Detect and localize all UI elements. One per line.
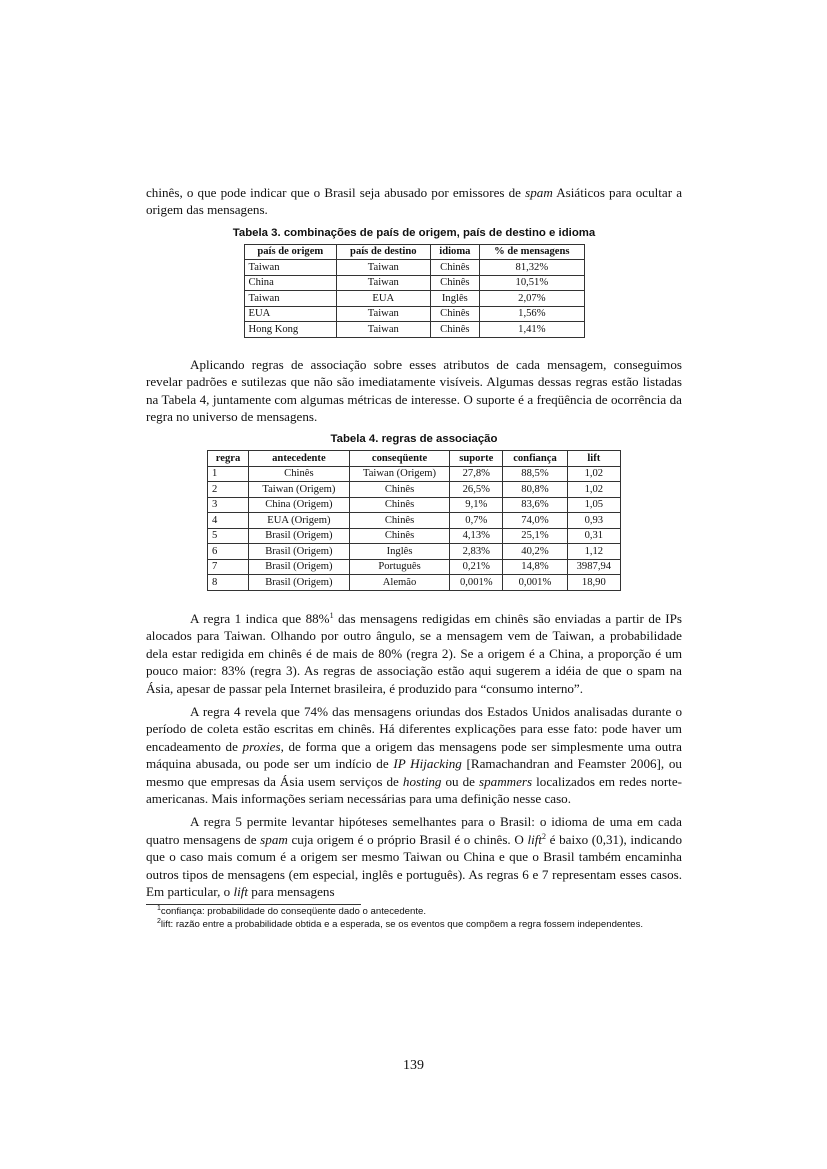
table-cell: 25,1% (503, 528, 567, 544)
table-row (208, 575, 621, 591)
table-cell: 3 (208, 497, 249, 513)
table-row (244, 306, 584, 322)
table-cell: 0,93 (567, 513, 620, 529)
term-hosting: hosting (402, 773, 442, 789)
paragraph-association-rules: Aplicando regras de associação sobre esses atributos de cada mensagem, conseguimos revelar padrões e sutilezas que não são imediatamente visíveis. Algumas dessas regras estão listadas na Tabela 4, juntamente com algumas métricas de interesse. O suporte é a freqüência de ocorrência da regra no universo de mensagens. (146, 356, 682, 425)
table-row (244, 322, 584, 338)
table-cell: 0,21% (450, 559, 503, 575)
table-cell: Taiwan (337, 260, 430, 276)
table-cell: 4 (208, 513, 249, 529)
para3-text-a: A regra 4 revela que 74% das mensagens oriundas dos Estados Unidos analisadas durante o período de coleta estão escritas em chinês. Há diferentes explicações para esse fato: pode haver um encadeamento de (146, 703, 682, 754)
table3-header-cell: idioma (430, 244, 480, 260)
table-cell: 3987,94 (567, 559, 620, 575)
table-cell: 2,07% (480, 291, 584, 307)
table3-header-cell: % de mensagens (480, 244, 584, 260)
table-row (208, 466, 621, 482)
table-cell: Hong Kong (244, 322, 337, 338)
footnote-2-number: 2 (157, 918, 161, 926)
table-cell: Taiwan (244, 260, 337, 276)
table-cell: 2 (208, 482, 249, 498)
table-cell: 40,2% (503, 544, 567, 560)
table3-caption: Tabela 3. combinações de país de origem, país de destino e idioma (232, 226, 596, 239)
table-cell: Brasil (Origem) (249, 544, 350, 560)
table-row (244, 260, 584, 276)
footnote-2-text: lift: razão entre a probabilidade obtida e a esperada, se os eventos que compõem a regra fossem independentes. (160, 919, 644, 931)
footnote-2 (146, 918, 682, 931)
table-cell: 1,05 (567, 497, 620, 513)
table-cell: EUA (244, 306, 337, 322)
table3 (244, 244, 585, 338)
table-row (208, 528, 621, 544)
table4-header-cell: suporte (450, 451, 503, 467)
table3-body (244, 260, 584, 338)
table-cell: Taiwan (244, 291, 337, 307)
table-cell: 1,02 (567, 466, 620, 482)
table-cell: China (244, 275, 337, 291)
table-cell: Chinês (430, 260, 480, 276)
table-cell: 9,1% (450, 497, 503, 513)
paragraph-rule-1 (146, 610, 682, 697)
table4-header-cell: confiança (503, 451, 567, 467)
table-cell: Chinês (349, 482, 450, 498)
table-cell: Inglês (349, 544, 450, 560)
table-cell: 7 (208, 559, 249, 575)
para3-text-b: , de forma que a origem das mensagens pode ser simplesmente uma outra máquina abusada, ou pode ser um indício de (146, 738, 682, 772)
table-row (208, 544, 621, 560)
table3-header-cell: país de destino (337, 244, 430, 260)
term-lift-2: lift (233, 884, 249, 900)
table-cell: 0,001% (450, 575, 503, 591)
page-body (146, 184, 682, 931)
table3-header-cell: país de origem (244, 244, 337, 260)
term-ip-hijacking: IP Hijacking (393, 756, 462, 772)
para4-text-a: A regra 5 permite levantar hipóteses semelhantes para o Brasil: o idioma de uma em cada quatro mensagens de (146, 814, 682, 847)
table-cell: 27,8% (450, 466, 503, 482)
footnote-ref-2: 2 (542, 831, 546, 841)
table-cell: 14,8% (503, 559, 567, 575)
para3-text-c: [Ramachandran and Feamster 2006], ou mesmo que empresas da Ásia usem serviços de (146, 756, 682, 789)
table-cell: Brasil (Origem) (249, 575, 350, 591)
para4-text-d: para mensagens (248, 884, 335, 900)
table-cell: Chinês (430, 306, 480, 322)
table-cell: 18,90 (567, 575, 620, 591)
footnote-1-text: confiança: probabilidade do conseqüente dado o antecedente. (160, 906, 427, 918)
table-cell: Taiwan (337, 306, 430, 322)
table-cell: 5 (208, 528, 249, 544)
table-cell: Taiwan (Origem) (349, 466, 450, 482)
footnote-ref-1: 1 (329, 610, 334, 620)
table4 (207, 450, 621, 591)
table-cell: China (Origem) (249, 497, 350, 513)
table-cell: Chinês (349, 528, 450, 544)
paragraph-rule-4 (146, 703, 682, 807)
table-cell: Taiwan (Origem) (249, 482, 350, 498)
intro-paragraph (146, 184, 682, 219)
intro-text: chinês, o que pode indicar que o Brasil seja abusado por emissores de (146, 185, 526, 200)
table4-body (208, 466, 621, 590)
para3-text-d: ou de (441, 773, 479, 789)
table-cell: EUA (337, 291, 430, 307)
table-cell: Alemão (349, 575, 450, 591)
table-cell: 1,12 (567, 544, 620, 560)
table-cell: 26,5% (450, 482, 503, 498)
table-cell: 1,56% (480, 306, 584, 322)
table-cell: 1 (208, 466, 249, 482)
table4-header-row (208, 451, 621, 467)
table-cell: 0,001% (503, 575, 567, 591)
table-cell: 1,02 (567, 482, 620, 498)
footnotes (146, 905, 682, 931)
para2-text-a: A regra 1 indica que 88% (190, 610, 330, 626)
para4-text-c: é baixo (0,31), indicando que o caso mais comum é a origem ser mesmo Taiwan ou China e que o Brasil também encaminha outros tipos de mensagens (em especial, inglês e português). As regras 6 e 7 representam esses casos. Em particular, o (146, 831, 682, 900)
para3-text-e: localizados em redes norte-americanas. Mais informações seriam necessárias para uma definição nesse caso. (146, 773, 682, 806)
table-row (208, 497, 621, 513)
table-cell: 80,8% (503, 482, 567, 498)
table-cell: 83,6% (503, 497, 567, 513)
table-cell: 0,31 (567, 528, 620, 544)
table-row (208, 513, 621, 529)
table-cell: Inglês (430, 291, 480, 307)
table4-header-cell: conseqüente (349, 451, 450, 467)
table-cell: 88,5% (503, 466, 567, 482)
intro-spam-term: spam (525, 185, 553, 200)
term-spammers: spammers (479, 773, 533, 789)
footnote-1-number: 1 (157, 905, 161, 913)
table-row (244, 275, 584, 291)
table4-caption: Tabela 4. regras de associação (330, 433, 498, 446)
term-spam: spam (260, 831, 288, 847)
table-cell: Chinês (430, 322, 480, 338)
table-cell: 8 (208, 575, 249, 591)
table4-header-cell: regra (208, 451, 249, 467)
intro-text-end: Asiáticos para ocultar a origem das mensagens. (146, 185, 683, 218)
table-cell: Chinês (249, 466, 350, 482)
table-cell: 4,13% (450, 528, 503, 544)
page-number: 139 (403, 1058, 424, 1073)
table-cell: Chinês (349, 497, 450, 513)
table-cell: 6 (208, 544, 249, 560)
para4-text-b: cuja origem é o próprio Brasil é o chinês. O (287, 831, 528, 847)
table-cell: Chinês (349, 513, 450, 529)
table-row (244, 291, 584, 307)
table-cell: 10,51% (480, 275, 584, 291)
table-row (208, 482, 621, 498)
table-cell: 74,0% (503, 513, 567, 529)
term-lift: lift (527, 831, 542, 847)
table-cell: 81,32% (480, 260, 584, 276)
table-cell: Taiwan (337, 322, 430, 338)
table-cell: 0,7% (450, 513, 503, 529)
table-cell: 2,83% (450, 544, 503, 560)
table-cell: Taiwan (337, 275, 430, 291)
term-proxies: proxies (242, 738, 281, 754)
table-cell: Chinês (430, 275, 480, 291)
paragraph-rule-5 (146, 813, 682, 900)
table-row (208, 559, 621, 575)
table-cell: Brasil (Origem) (249, 559, 350, 575)
table-cell: EUA (Origem) (249, 513, 350, 529)
table4-header-cell: lift (567, 451, 620, 467)
table-cell: 1,41% (480, 322, 584, 338)
footnote-1 (146, 905, 682, 918)
para2-text-b: das mensagens redigidas em chinês são enviadas a partir de IPs alocados para Taiwan. Olhando por outro ângulo, se a mensagem vem de Taiwan, a probabilidade dela estar redigida em chinês é de mais de 80% (regra 2). Se a origem é a China, a proporção é um pouco maior: 83% (regra 3). As regras de associação estão aqui sugerem a idéia de que o spam na Ásia, apesar de passar pela Internet brasileira, é produzido para “consumo interno”. (146, 610, 682, 696)
table-cell: Brasil (Origem) (249, 528, 350, 544)
table3-header-row (244, 244, 584, 260)
table-cell: Português (349, 559, 450, 575)
table4-header-cell: antecedente (249, 451, 350, 467)
